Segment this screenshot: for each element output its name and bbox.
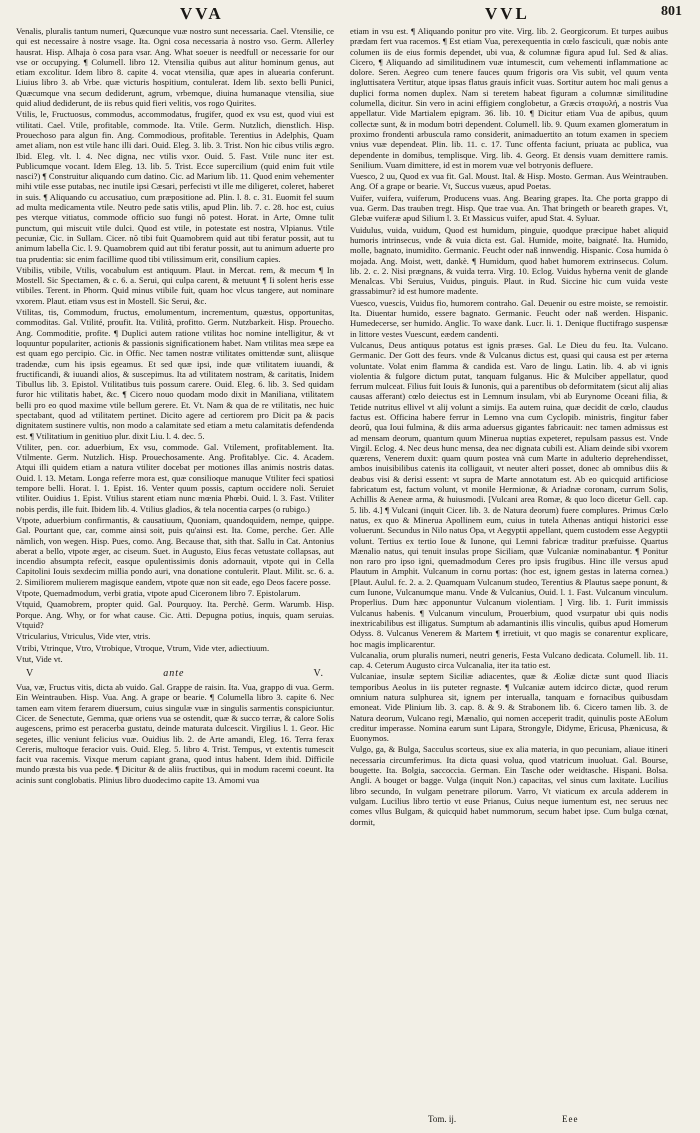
dictionary-entry: Vuesco, 2 uu, Quod ex vua fit. Gal. Moust. Ital. & Hisp. Mosto. German. Aus Weintrauben. Ang. Of a grape or bearie. Vt, Succus vuæus, apud Poetas.: [350, 171, 668, 192]
dictionary-entry: Vulgo, ga, & Bulga, Sacculus scorteus, siue ex alia materia, in quo pecuniam, aliaue itineri necessaria circumferimus. Ita dicta quasi volua, quod vtatricum inuoluat. Gal. Bourse, bougette. Ita. Bolgia, saccoccia. German. Ein Tasche oder weidtasche. Hispani. Bolsa. Angli. A bouget or bagge. Vulga (inquit Non.) capacitas, vel sinus cum laxitate. Lucilius libro secundo, In vulgam penetrare pilorum. Varro, Vt viaticum ex arcula adderem in vulgam. Lucilius libro tertio vt euse Prianus, Cuius neque iumentum est, nec seruus nec comes vllus Bulgam, & quicquid habet nummorum, secum habet ipse. Cum bulga cœnat, dormit,: [350, 744, 668, 827]
dictionary-entry: Vtut, Vide vt.: [16, 653, 63, 664]
dictionary-entry: Vtpote, Quemadmodum, verbi gratia, vtpote apud Ciceronem libro 7. Epistolarum.: [16, 588, 301, 599]
dictionary-entry: Vtpote, aduerbium confirmantis, & causatiuum, Quoniam, quandoquidem, nempe, quippe. Gal. Pourtant que, car, comme ainsi soit, puis qu'ainsi est. Ita. Come, perche. Ger. Alle nämlich, von wegen. Hisp. Pues, como. Ang. Because that, sith that. Sallu in Cat. Antonius aberat a bello, vtpote æger, ac ciseum. Suet. in Augusto, Eius fecas vetustate collapsas, aut incendio absumpta refecit, easque opulentissimis donis adornauit, vtpote qui in Cella Capitolini Iouis sexdecim millia pondo auri, vna donatione contulerit. Plaut. Milit. sc. 6. a. 2. Similiorem mulierem magisque eandem, vtpote quæ non sit eade, ego Deos facere posse.: [16, 514, 334, 587]
left-entries: [16, 26, 334, 664]
dictionary-entry: Vuifer, vuifera, vuiferum, Producens vuas. Ang. Bearing grapes. Ita. Che porta grappo di vua. Germ. Das trauben tregt. Hisp. Que trae vua. An. That bringeth or beareth grapes. Vt, Glebæ vuiferæ apud Silium l. 3. Et Massicus vuifer, apud Stat. 4. Syluar.: [350, 192, 668, 224]
dictionary-entry: Vuesco, vuescis, Vuidus fio, humorem contraho. Gal. Deuenir ou estre moiste, se remoistir. Ita. Diuentar humido, essere bagnato. Germanic. Feucht oder naß werden. Hispanic. Humedecerse, ser humido. Anglic. To waxe dank. Lucr. li. 1. Denique fluctifrago suspensæ in littore vestes Vuescunt, eædem candenti.: [350, 297, 668, 339]
dictionary-entry: Vtricularius, Vtriculus, Vide vter, vtris.: [16, 631, 151, 642]
footer-volume: Tom. ij.: [428, 1114, 457, 1124]
running-head-left: VVA: [180, 4, 224, 23]
dictionary-entry: Vtquid, Quamobrem, propter quid. Gal. Pourquoy. Ita. Perchè. Germ. Warumb. Hisp. Porque. Ang. Why, or for what cause. Cic. Atti. Depugna potius, inquis, quam seruias. Vtquid?: [16, 599, 334, 630]
dictionary-entry: Vuidulus, vuida, vuidum, Quod est humidum, pinguie, quodque præcipue habet aliquid humoris intrinsecus, vnde & vuia dicta est. Gal. Humide, moite, baignaté. Ita. Humido, molle, bagnato, inumidito. Germanic. Feucht oder naß innwendig. Hispanic. Cosa humida ò mojada. Ang. Moist, wett, dankè. ¶ Humidum, quod habet humorem extrinsecus. Colum. lib. 2. c. 2. Nisi prægnans, & vuida terra. Virg. 10. Eclog. Vuidus hyberna venit de glande Menalcas. Vbi Seruius, Vuidus, pinguis. Plaut. in Rud. Siccine hic cum vuida veste grassabimur? id est humore madente.: [350, 224, 668, 297]
section-divider-right: V.: [313, 668, 324, 680]
section-divider: [26, 668, 324, 679]
left-entries-after: [16, 682, 334, 785]
footer-signature: Eee: [562, 1114, 579, 1124]
dictionary-entry: Vulcaniae, insulæ septem Siciliæ adiacentes, quæ & Æoliæ dictæ sunt quod Iliacis temporibus Aeolus in iis puteter regnaste. ¶ Vulcaniæ autem idcirco dictæ, quod rerum omnium natura sulphurea sit, ignem per interualla, tanquam e fornacibus quibusdam emoneat. Vide Plinium lib. 3. cap. 8. & 9. & Strabonem lib. 6. Cicero tamen lib. 3. de Natura deorum, Vulcano regi, Mænalio, qui nomen acceperit tradit, quinulis poste AEolum creditur imperasse. Nomina earum sunt Lipara, Strongyle, Didyme, Ericusa, Phænicusa, & Euonymos.: [350, 671, 668, 744]
right-column: [350, 26, 668, 828]
dictionary-entry: Vulcanalia, orum pluralis numeri, neutri generis, Festa Vulcano dedicata. Columell. lib. 11. cap. 4. Ceterum Augusto circa Vulcanalia, iter ita tatio est.: [350, 649, 668, 671]
left-column: [16, 26, 334, 786]
dictionary-entry: Vua, væ, Fructus vitis, dicta ab vuido. Gal. Grappe de raisin. Ita. Vua, grappo di vua. Germ. Ein Weintrauben. Hisp. Vua. Ang. A grape or bearie. ¶ Columella libro 3. capite 6. Nec tamen eam vitem ferarem diuersum, cuius singulæ vuæ in singulis sarmentis conspiciuntur. Cicer. de Senectute, Gemma, quæ oriens vua se ostendit, quæ & succo terræ, & calore Solis augescens, primo est peracerba gustatu, deinde maturata dulcescit. Virgilius l. 1. Geor. Hic segetes, illic veniunt felicius vuæ. Ouidius lib. 2. de Arte amandi, Eleg. 16. Terra ferax Cereris, multoque feracior vuis. Ouid. Eleg. 5. libro 4. Trist. Tempus, vt extentis tumescit facit vua racemis. Vixque merum capiant grana, quod intus habent. Idem ibid. Difficile mundo præsta bis vua pede. ¶ Dicitur & de aliis fructibus, qui in modum racemi coeunt. Ita acinis sunt conglobatis. Plinius libro duodecimo capite 13. Amomi vua: [16, 682, 334, 785]
dictionary-entry: Vtribi, Vtrinque, Vtro, Vtrobique, Vtroque, Vtrum, Vide vter, adiectiuum.: [16, 642, 270, 653]
dictionary-entry: etiam in vsu est. ¶ Aliquando ponitur pro vite. Virg. lib. 2. Georgicorum. Et turpes auibus prædam fert vua racemos. ¶ Est etiam Vua, perexequentia in cœlo fasciculi, quæ nobis ante columen iis de eius formis dependet, ubi vua, & columnæ figura apud Iul. Sed & alias. Cicero, ¶ Aliquando ad similitudinem vuæ intumescit, cum vehementi inflammatione ac dolore. Seren. Aegreo cum tenere fauces quum frigoris ora Vis subit, vel quum venta ingluttisatera Vertitur, atque ipsas flatus grauis inficit vuas. Sortitur autem hoc mali genus a duplici forma nomen duplex. Nam si teretem habeat figuram a columnæ similitudine columella, dicitur. Sin vero in acini effigiem conglobetur, a Græcis σταφυλή, a nostris Vua appellatur. Vide Martialem epigram. 36. lib. 10. ¶ Dicitur etiam Vua de apibus, quum collectæ sunt, & in modum botri dependent. Columell. lib. 9. Quum examen glomeratum in proximo frondenti arbuscula ramo considerit, animaduertito an totum examen in speciem vnius vuæ dependeat. Plin. lib. 11. c. 17. Tunc offenta faciunt, priuata ac publica, vua dependente in domibus, templisque. Virg. lib. 4. Georg. Et densis vuam demittere ramis. Senilium. Vuam dimittere, id est in morem vuæ vel botryonis defluere.: [350, 26, 668, 170]
running-head-right: VVL: [485, 4, 530, 23]
dictionary-entry: Vulcanus, Deus antiquus potatus est ignis præses. Gal. Le Dieu du feu. Ita. Vulcano. Germanic. Der Gott des feurs. vnde & Vulcanus dictus est, quasi qui causa est per æterna voluntate. Volat enim flamma & candida est. Varo de lingu. Latin. lib. 4. ab vi ignis violentia & fulgore dictum putat, tanquam fulganus. Hic & Mulciber appellatur, quod ferrum mulceat. Filius fuit Iouis & Iunonis, qui a parentibus ob deformitatem (sicut alij alias causas afferant) cœlo deiectus est in Lemnum insulam, vbi ab Eurynome Oceani filia, & Tetide nutritus ellivel vt alij volunt a simijs. Ea autem ruina, quæ decidit de cœlo, claudus factus est. Officina habere ferrur in Lemno vna cum Cyclopib. ministris, fingitur faber deorũ, qua Ioui fulmina, & diis arma aduersus gigantes fabricauit: nec tamen admissus est ad mensam deorum, quantum quum Minerua nuptias expeteret, repulsam passus est. Vnde Virgil. Eclog. 4. Nec deus hunc mensa, dea nec dignata cubili est. Aliam deinde sibi vxorem quærens, Venerem duxit: quam quum postea vnà cum Marte in adulterio deprehendisset, ambos inuisibilibus catenis ita colligauit, vt neuter alteri posset, donec ab omnibus diis & deabus visi & derisi essent: vt supra de Marte annotatum est. Ab eo quicquid artificiose fabricatum est, factum volunt, vt monile Hermionæ, & Ariadnæ coronam, currum Solis, Achillis & Aeneæ arma, & huiusmodi. [Vulcani area Romæ, & quo loco dicetur Gell. cap. 5. lib. 4.] ¶ Vulcani (inquit Cicer. lib. 3. de Natura deorum) fuere complures. Primus Cœlo natus, ex quo & Minerua Apollinem eum, cuius in tutela Athenas antiqui historici esse voluerunt. Secundus in Nilo natus Opa, vt Aegyptii appellant, quem custodem esse Aegyptii volunt. Tertius ex tertio Ioue & Iunone, qui Lemni fabricæ traditur præfuisse. Quartus Mænalio natus, qui tenuit insulas prope Siciliam, quæ Vulcaniæ nominabantur. ¶ Ponitur non raro pro ipso igni, quemadmodum Ceres pro ipsis frugibus. Hinc ille versus apud Plautum in Amphit. Vulcanum in cornu portas: (hoc est, ignem gestas in laterna cornea.) [Plaut. Aulul. fc. 2. a. 2. Quamquam Vulcanum studeo, Terentius & Plautus saepe ponunt, & cum Iunone, Vulcanumque manu. Vnde & Vulcanius, Ouid. l. 1. Fast. Vulcanum vinculum. Properlius. Dum hæc apponuntur Vulcanum violentiam. ] Virg. lib. 1. Furit immissis Vulcanus habenis. ¶ Vulcanum vinculum, Prouerbium, quod vsurpatur ubi quis nodis inextricabilibus est illigatus. Sumptum ab adamantinis illis vinculis, quibus apud Homerum Odyss. 8. Vulcanus Venerem & Martem ¶ irretiuit, vt quo magis se conarentur explicare, hoc magis implicarentur.: [350, 339, 668, 649]
dictionary-entry: Vtiliter, pen. cor. aduerbium, Ex vsu, commode. Gal. Vtilement, profitablement. Ita. Vtilmente. Germ. Nutzlich. Hisp. Prouechosamente. Ang. Profitablye. Cic. 4. Academ. Atqui illi quidem etiam a natura vtiliter docebat per motiones illas animis nostris datas. Ouid. l. 13. Metam. Longa referre mora est, quæ consilioque manuque Vtiliter feci spatiosi tempore belli. Horat. l. 1. Epist. 16. Venter quum possis, captum occidere noli. Seruiet vtiliter. Ouidius 1. Epist. Vtilius starent etiam nunc mœnia Phœbi. Ouid. l. 3. Fast. Vtiliter nobis perdis, ille fuit. Ibidem lib. 4. Vtilius gladios, & tela nocentia carpes (o rubigo.): [16, 441, 334, 514]
right-entries: [350, 26, 668, 827]
section-divider-middle: ante: [163, 668, 185, 680]
page-number: 801: [661, 4, 682, 19]
dictionary-entry: Vtilis, le, Fructuosus, commodus, accommodatus, frugifer, quod ex vsu est, quod viui est vtilitati. Cael. Vtile, profitable, commode. Ita. Vtile. Germ. Nutzlich, dienstlich. Hisp. Prouechoso para algun fin. Ang. Commodious, profitable. Terentius in Adelphis, Quam amet aliam, non est vtile hanc illi dari. Ouid. Eleg. 3. lib. 3. Trist. Non hic cibus vtilis ægro. Ibid. Eleg. vlt. l. 4. Nec digna, nec vtilis vxor. Ouid. 5. Fast. Vtile nunc iter est. Publicumque vocant. Idem Eleg. 13. lib. 5. Trist. Ecce supercilium (quid enim fuit vtile nasci?) ¶ Construitur aliquando cum datino. Cic. ad Marium lib. 11. Quod enim vehementer mihi vtile esse putabas, nec inutile ipsi Cæsari, perfecisti vt ille me diligeret, coleret, haberet in suis. ¶ Aliquando cu accusatiuo, cum præpositione ad. Plin. l. 8. c. 31. Euomit fel suum ad multa medicamenta vtile. Neutro pede satis vtilis, apud Plin. lib. 7. c. 28. hoc est, cuius pes vterque vitiatus, commode officio suo fungi nõ potest. Horat. in Arte, Omne tulit punctum, qui miscuit vtile dulci. Quod est vtile, in potestate est nostra, Vlpianus. Vtile pecuniæ, Cic. in Sullam. Cicer. nõ tibi fuit Quamobrem quid aut tibi feratur possit, aut tu animum labella Cic. l. 9. Quamobrem quid aut tibi feratur possit, aut tu animum aduerte pro tua prudentia: sic enim facillime quod tibi vtilissimum erit, consilium capies.: [16, 109, 334, 264]
section-divider-left: V: [26, 668, 35, 680]
dictionary-entry: Vtilitas, tis, Commodum, fructus, emolumentum, incrementum, quæstus, opportunitas, commoditas. Gal. Vtilité, proufit. Ita. Vtilità, profitto. Germ. Nutzbarkeit. Hisp. Prouecho. Ang. Commoditie, profite. ¶ Duplici autem ratione vtilitas hoc nomine intelligitur, & vt loquuntur populariter, actionis & passionis significationem habet. Nam vtilitas mea sæpe ea est quam ego percipio. Cic. in Offic. Nec tamen nostræ vtilitates omittendæ sunt, aliisque tradendæ, cum his ipsis egeamus. Et sed quæ ipsi, inde quæ vtilitatem iuuandi, & fructificandi, & iuuandi alios, & suscepimus. Ita ad vtilitatem nostram, & caritatis, Inidem Tibullus lib. 3. Epistol. Vtilitatibus tuis possum carere. Ouid. Eleg. 6. lib. 3. Sed quidam furor hic vtilitatis habet, &c. ¶ Cicero nouo quodam modo dixit in Maniliana, vtilitatem belli pro eo quod maxime vtile bellum gerere. Et. Vt. Nam & qua de re vtilitatis, nec huic spectabant, quod ad vtilitatem pertinet. Dicito agere ad certiorem pro Dicit pa & pacis dignitatem sustinere vultis, non modo a calamitate sed etiam a metu calamitatis defendenda est. ¶ Vtilitatium in genitiuo plur. dixit Liu. l. 4. dec. 5.: [16, 307, 334, 441]
dictionary-entry: Vtibilis, vtibile, Vtilis, vocabulum est antiquum. Plaut. in Mercat. rem, & mecum ¶ In Mostell. Sic Spectamen, & c. 6. a. Serui, qui culpa carent, & metuunt ¶ Ii solent heris esse vtibiles. Terent. in Phorm. Quid minus vtibile fuit, quam hoc vlcus tangere, aut nominare vxorem. Plaut. etiam vsus est in Mostell. Sic Serui, &c.: [16, 264, 334, 306]
dictionary-entry: Venalis, pluralis tantum numeri, Quæcunque vuæ nostro sunt necessaria. Cael. Vtensilie, ce qui est necessaire à nostre vsage. Ita. Ogni cosa necessaria à nostro vso. Germ. Allerley hausrat. Hisp. Alhaja ò cosa para vsar. Ang. What soeuer is needfull or necessarie for our vse or occupying. ¶ Columell. libro 12. Vtensilia quibus aut alitur hominum genus, aut etiam excolitur. Idem libro 8. capite 4. vocat vtensilia, quæ apes in aluearia conferunt. Liuius libro 3. ab Vrbe. quæ victuris hospitium, contulerat. Idem lib. sexto belli Punici, Quæcumque vna secum dediderunt, agrum, vrbemque, diuina humanaque vtensilia, siue quid aliud dediderunt, de iis rebus quid fieri velitis, vos rogo Quirites.: [16, 26, 334, 109]
